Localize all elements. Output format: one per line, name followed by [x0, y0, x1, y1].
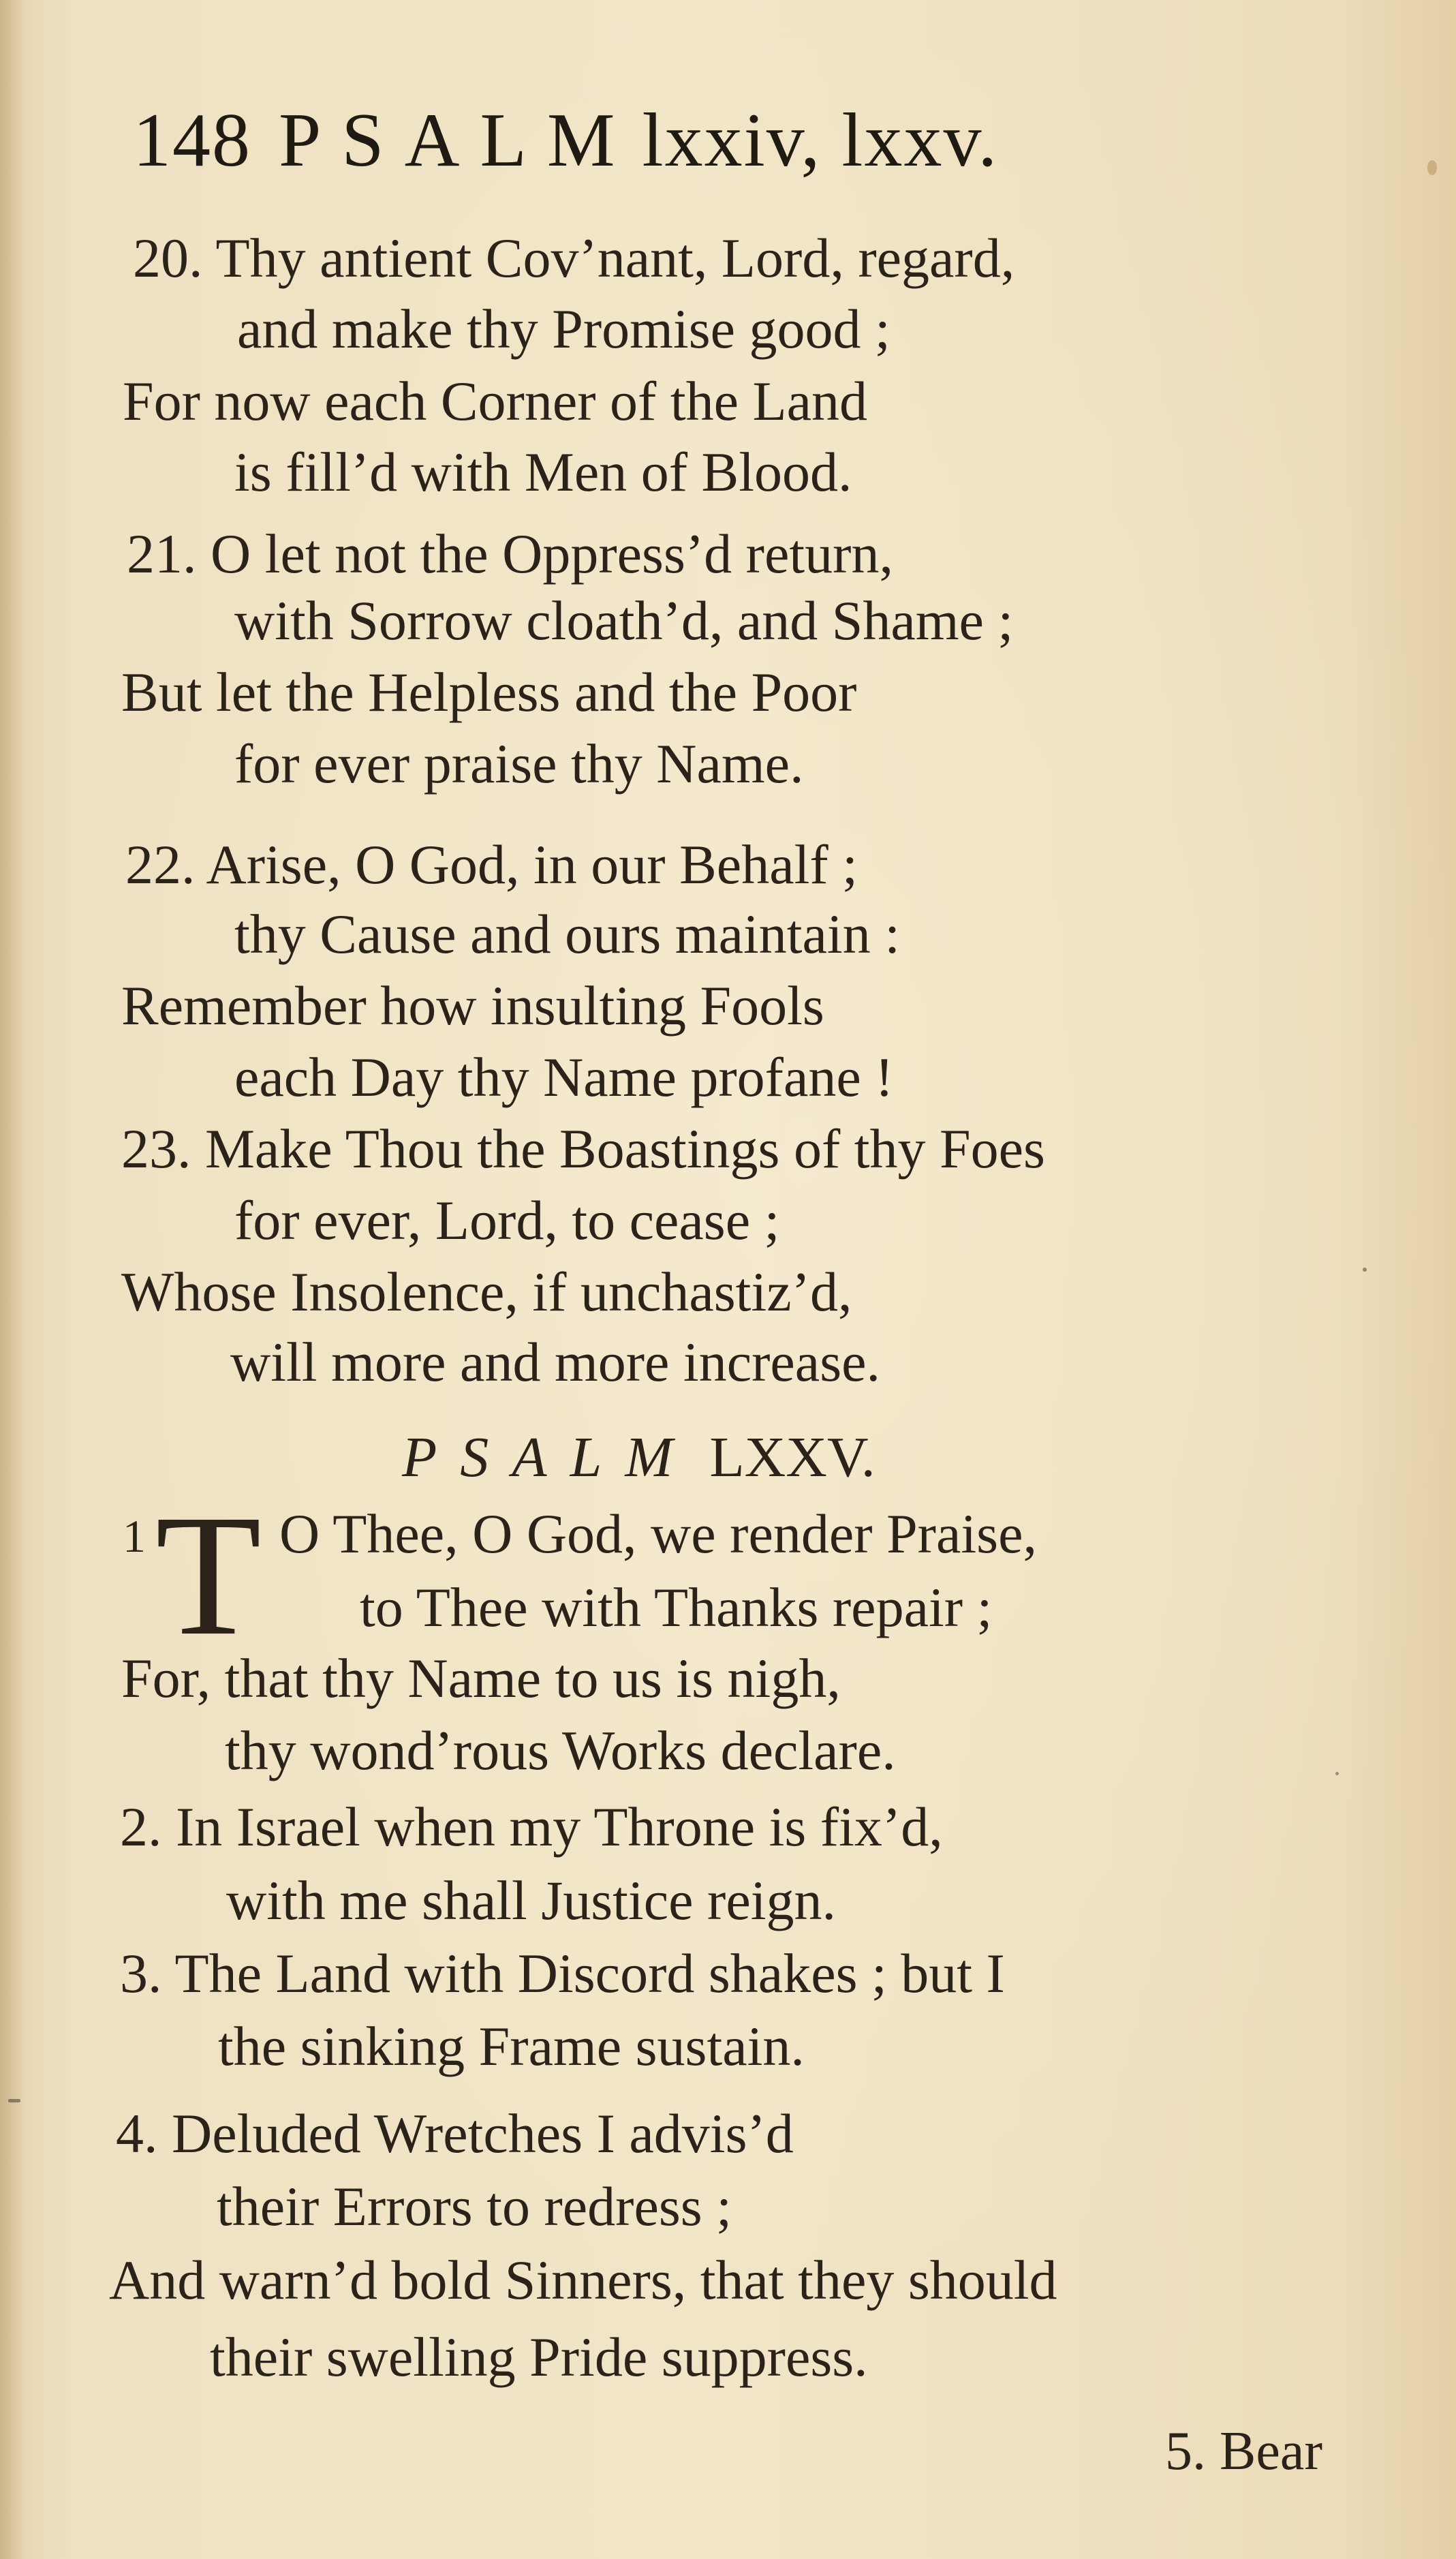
verse-line: 20. Thy antient Cov’nant, Lord, regard,: [133, 227, 1015, 289]
header-psalm-numbers: lxxiv, lxxv.: [642, 98, 999, 183]
verse-line: thy wond’rous Works declare.: [225, 1719, 896, 1781]
page-number: 148: [133, 98, 251, 183]
foxing-spot: [8, 2099, 20, 2102]
verse-line: 3. The Land with Discord shakes ; but I: [120, 1942, 1005, 2004]
verse-line: 23. Make Thou the Boastings of thy Foes: [121, 1118, 1045, 1180]
gutter-shadow: [0, 0, 27, 2559]
psalm-heading: [402, 1424, 876, 1490]
foxing-spot: [1363, 1268, 1367, 1272]
verse-line: with me shall Justice reign.: [226, 1869, 836, 1931]
verse-line: their swelling Pride suppress.: [210, 2326, 868, 2388]
running-header: [133, 98, 999, 183]
verse-line: For now each Corner of the Land: [123, 370, 867, 432]
verse-line: But let the Helpless and the Poor: [121, 661, 857, 723]
drop-cap: T: [155, 1480, 262, 1672]
verse-line: 22. Arise, O God, in our Behalf ;: [125, 833, 858, 895]
verse-line: 2. In Israel when my Throne is fix’d,: [120, 1796, 943, 1858]
foxing-spot: [1427, 160, 1437, 175]
verse-line: Whose Insolence, if unchastiz’d,: [121, 1261, 852, 1323]
verse-number: 1: [123, 1510, 146, 1562]
verse-line: their Errors to redress ;: [217, 2175, 732, 2237]
verse-line: and make thy Promise good ;: [237, 298, 890, 360]
verse-line: 21. O let not the Oppress’d return,: [127, 523, 893, 585]
verse-line: And warn’d bold Sinners, that they should: [109, 2249, 1057, 2311]
verse-line: O Thee, O God, we render Praise,: [279, 1503, 1037, 1565]
verse-line: to Thee with Thanks repair ;: [360, 1576, 993, 1638]
verse-line: with Sorrow cloath’d, and Shame ;: [234, 589, 1014, 652]
verse-line: will more and more increase.: [230, 1331, 881, 1393]
verse-line: for ever, Lord, to cease ;: [234, 1189, 780, 1251]
header-psalm-word: PSALM: [279, 98, 636, 183]
verse-line: the sinking Frame sustain.: [218, 2015, 805, 2077]
verse-line: each Day thy Name profane !: [234, 1046, 894, 1108]
psalm-heading-numeral: LXXV.: [709, 1426, 876, 1489]
verse-line: is fill’d with Men of Blood.: [234, 441, 852, 503]
verse-line: for ever praise thy Name.: [234, 733, 804, 795]
verse-line: Remember how insulting Fools: [121, 975, 824, 1037]
verse-line: For, that thy Name to us is nigh,: [121, 1647, 841, 1709]
verse-line: 4. Deluded Wretches I advis’d: [116, 2102, 794, 2164]
verse-line: thy Cause and ours maintain :: [234, 903, 900, 965]
psalm-heading-word: PSALM: [402, 1426, 696, 1489]
catchword: 5. Bear: [1165, 2421, 1323, 2481]
foxing-spot: [1335, 1772, 1339, 1775]
